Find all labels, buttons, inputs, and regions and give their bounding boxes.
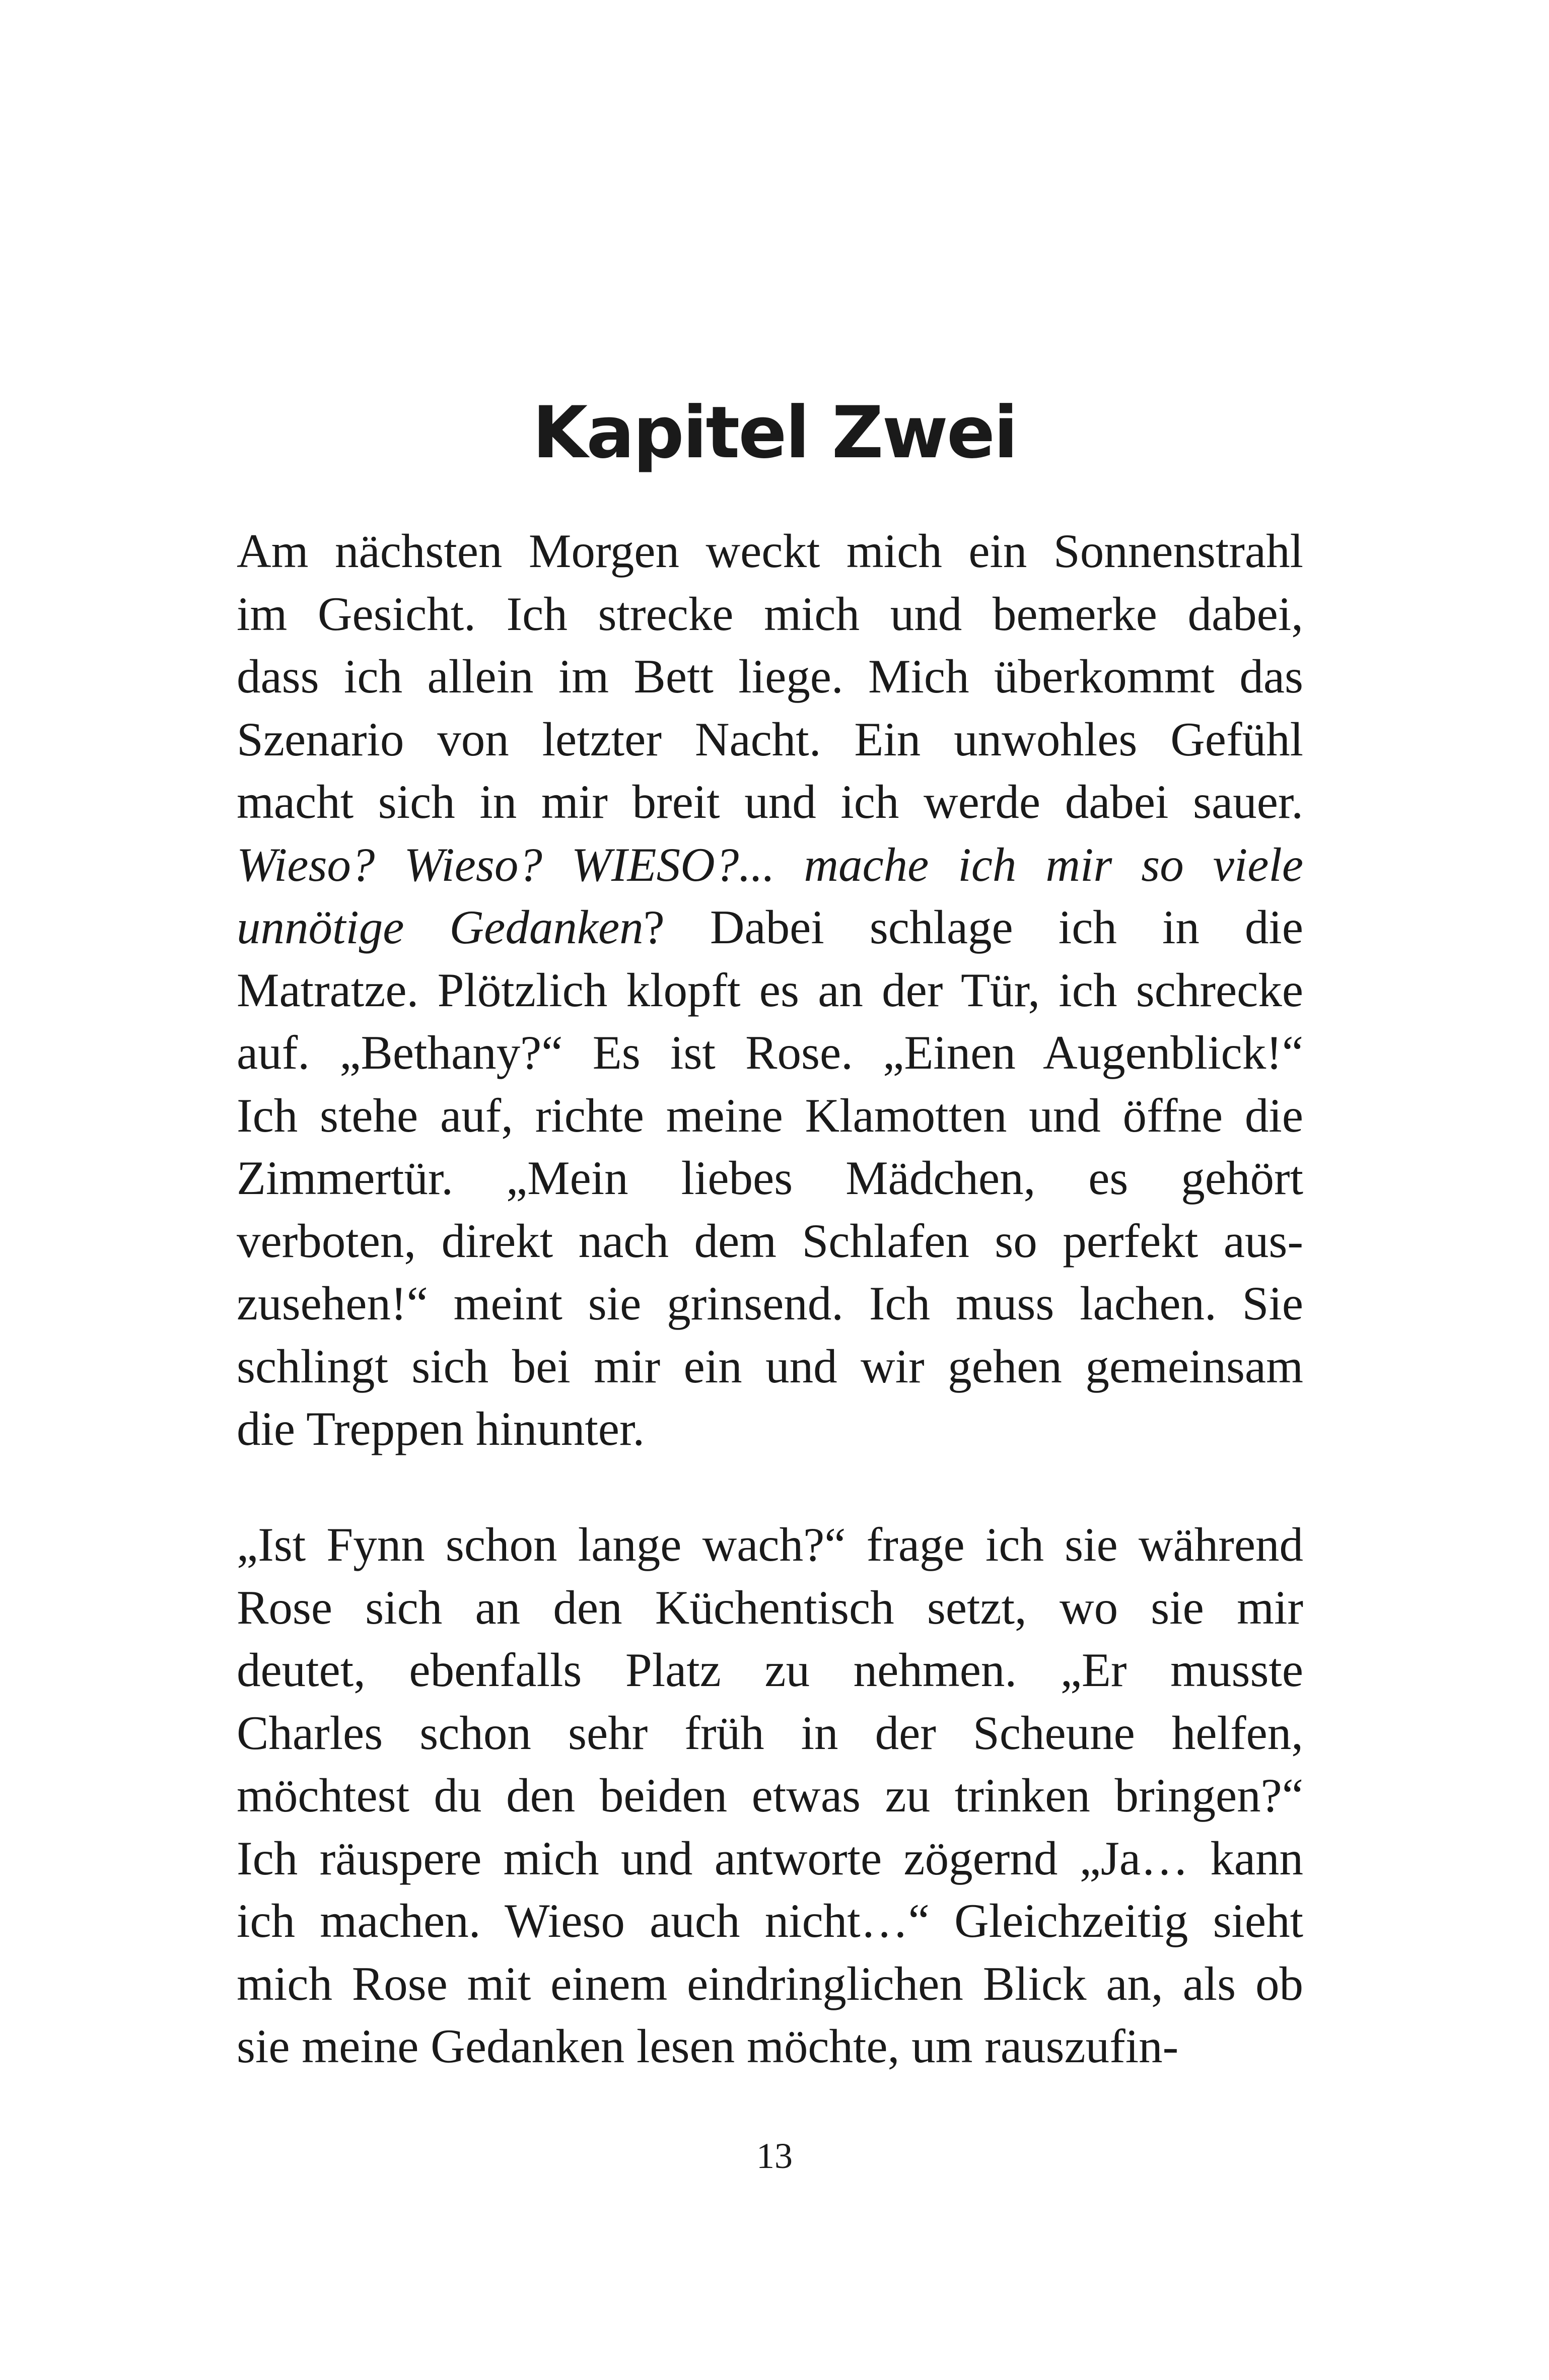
- text-segment: auf. „Bethany?“ Es ist Rose. „Einen Augenblick!“: [237, 1026, 1303, 1079]
- page-number: 13: [756, 2136, 793, 2176]
- paragraph-2: [237, 1513, 1303, 2078]
- text-line: [237, 1397, 1303, 1460]
- text-line: [237, 708, 1303, 771]
- text-segment: Szenario von letzter Nacht. Ein unwohles Gefühl: [237, 712, 1303, 766]
- text-segment: Matratze. Plötzlich klopft es an der Tür, ich schrecke: [237, 963, 1303, 1017]
- text-segment: macht sich in mir breit und ich werde dabei sauer.: [237, 775, 1303, 828]
- text-line: [237, 896, 1303, 959]
- text-segment: dass ich allein im Bett liege. Mich überkommt das: [237, 650, 1303, 703]
- text-line: [237, 520, 1303, 583]
- text-line: [237, 959, 1303, 1022]
- text-segment: ? Dabei schlage ich in die: [643, 900, 1303, 954]
- text-segment: deutet, ebenfalls Platz zu nehmen. „Er musste: [237, 1643, 1303, 1697]
- text-line: [237, 1335, 1303, 1398]
- text-line: [237, 771, 1303, 833]
- text-segment: die Treppen hinunter.: [237, 1402, 645, 1455]
- text-line: [237, 1576, 1303, 1639]
- text-segment: Rose sich an den Küchentisch setzt, wo sie mir: [237, 1580, 1303, 1634]
- text-segment: sie meine Gedanken lesen möchte, um rauszufin-: [237, 2019, 1179, 2073]
- text-segment: Am nächsten Morgen weckt mich ein Sonnenstrahl: [237, 524, 1303, 578]
- text-line: [237, 1827, 1303, 1890]
- text-line: [237, 1021, 1303, 1084]
- text-segment: verboten, direkt nach dem Schlafen so perfekt aus-: [237, 1214, 1303, 1268]
- text-segment: mich Rose mit einem eindringlichen Blick an, als ob: [237, 1956, 1303, 2010]
- text-segment: im Gesicht. Ich strecke mich und bemerke dabei,: [237, 587, 1303, 641]
- text-line: [237, 2015, 1303, 2078]
- text-line: [237, 1513, 1303, 1576]
- text-segment: ich machen. Wieso auch nicht…“ Gleichzeitig sieht: [237, 1894, 1303, 1947]
- text-line: [237, 645, 1303, 708]
- text-line: [237, 1889, 1303, 1952]
- text-segment: Zimmertür. „Mein liebes Mädchen, es gehört: [237, 1151, 1303, 1205]
- text-line: [237, 1147, 1303, 1210]
- text-line: [237, 1210, 1303, 1273]
- text-line: [237, 1084, 1303, 1147]
- text-line: [237, 833, 1303, 896]
- text-segment: schlingt sich bei mir ein und wir gehen gemeinsam: [237, 1339, 1303, 1393]
- text-segment: zusehen!“ meint sie grinsend. Ich muss lachen. Sie: [237, 1277, 1303, 1330]
- italic-text: Wieso? Wieso? WIESO?... mache ich mir so viele: [237, 837, 1303, 891]
- text-segment: Ich stehe auf, richte meine Klamotten und öffne die: [237, 1088, 1303, 1142]
- text-segment: „Ist Fynn schon lange wach?“ frage ich sie während: [237, 1518, 1303, 1571]
- text-line: [237, 1639, 1303, 1702]
- text-line: [237, 1702, 1303, 1765]
- text-line: [237, 583, 1303, 646]
- text-line: [237, 1952, 1303, 2015]
- text-line: [237, 1272, 1303, 1335]
- text-segment: Ich räuspere mich und antworte zögernd „Ja… kann: [237, 1831, 1303, 1885]
- text-line: [237, 1764, 1303, 1827]
- chapter-title: Kapitel Zwei: [532, 391, 1017, 474]
- paragraph-1: [237, 520, 1303, 1460]
- italic-text: unnötige Gedanken: [237, 900, 644, 954]
- text-segment: Charles schon sehr früh in der Scheune helfen,: [237, 1706, 1303, 1760]
- text-segment: möchtest du den beiden etwas zu trinken bringen?“: [237, 1769, 1303, 1822]
